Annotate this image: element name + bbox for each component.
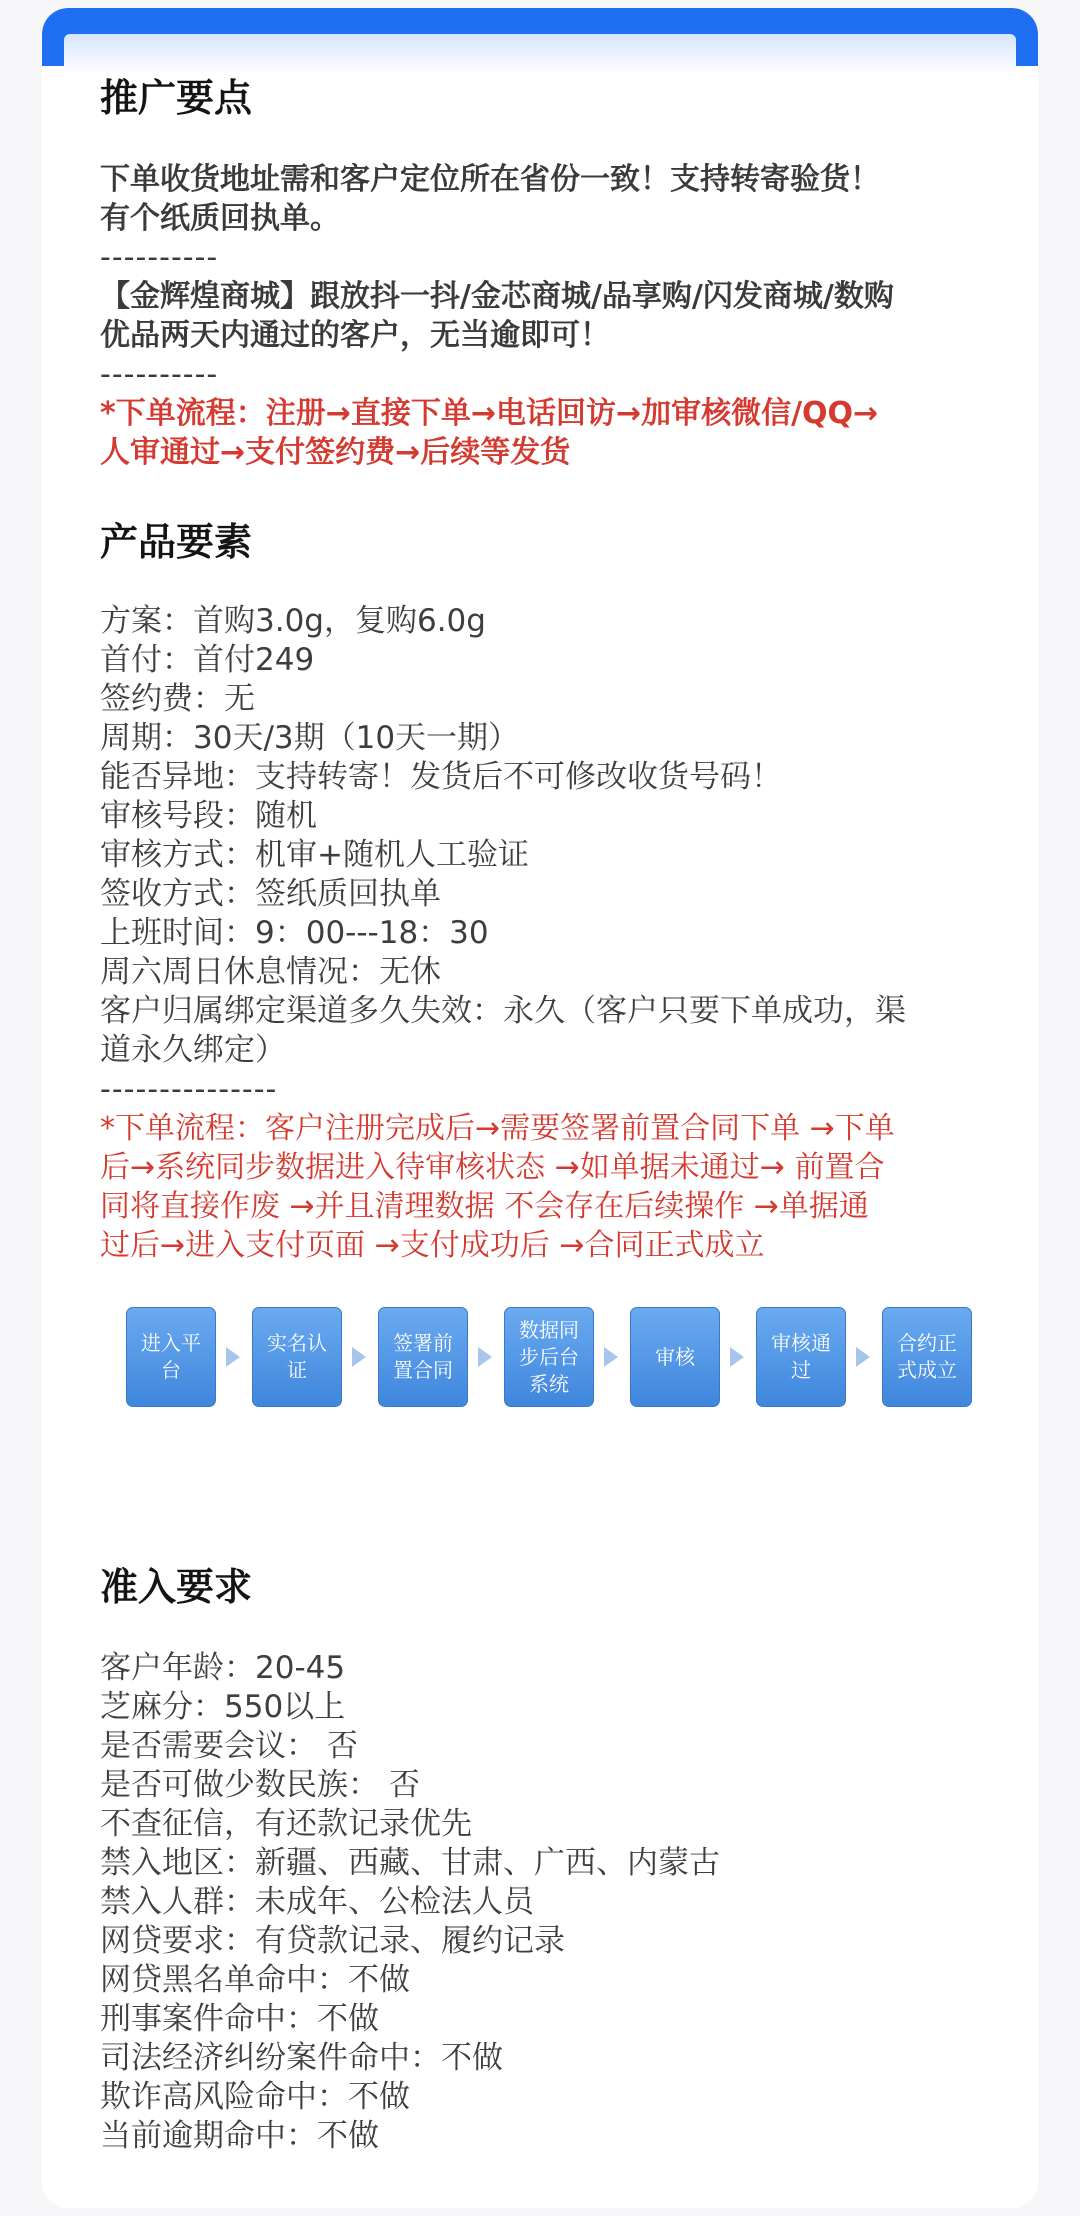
- order-flow-line: 人审通过→支付签约费→后续等发货: [100, 435, 571, 470]
- admission-item: 当前逾期命中：不做: [100, 2118, 379, 2154]
- product-item: 审核方式：机审+随机人工验证: [100, 837, 529, 873]
- product-item: 能否异地：支持转寄！发货后不可修改收货号码！: [100, 759, 782, 795]
- admission-item: 禁入地区：新疆、西藏、甘肃、广西、内蒙古: [100, 1845, 720, 1881]
- flow-step-box: 签署前置合同: [378, 1307, 468, 1407]
- admission-item-list: [100, 1649, 1025, 2156]
- admission-item: 是否可做少数民族： 否: [100, 1767, 420, 1803]
- card-content: [100, 64, 1025, 2156]
- flow-step-box: 合约正式成立: [882, 1307, 972, 1407]
- flow-step-box: 审核通过: [756, 1307, 846, 1407]
- product-item-list: [100, 602, 1025, 1070]
- process-flow-diagram: [126, 1307, 1025, 1425]
- admission-item: 客户年龄：20-45: [100, 1650, 346, 1686]
- product-flow-text: [100, 1109, 1025, 1265]
- order-flow-line: 后→系统同步数据进入待审核状态 →如单据未通过→ 前置合: [100, 1150, 885, 1185]
- flow-arrow-icon: [730, 1347, 744, 1367]
- flow-arrow-icon: [478, 1347, 492, 1367]
- section-title-admission: 准入要求: [100, 1565, 253, 1609]
- divider-dashes: ----------: [100, 357, 219, 392]
- admission-item: 是否需要会议： 否: [100, 1728, 358, 1764]
- flow-arrow-icon: [352, 1347, 366, 1367]
- product-item: 道永久绑定）: [100, 1032, 286, 1068]
- promo-line: 有个纸质回执单。: [100, 201, 340, 236]
- admission-item: 网贷要求：有贷款记录、履约记录: [100, 1923, 565, 1959]
- flow-step-box: 审核: [630, 1307, 720, 1407]
- flow-step-box: 数据同步后台系统: [504, 1307, 594, 1407]
- promo-line: 【金辉煌商城】跟放抖一抖/金芯商城/品享购/闪发商城/数购: [100, 279, 894, 314]
- order-flow-line: *下单流程：注册→直接下单→电话回访→加审核微信/QQ→: [100, 396, 879, 431]
- promo-line: 下单收货地址需和客户定位所在省份一致！支持转寄验货！: [100, 162, 880, 197]
- admission-item: 不查征信，有还款记录优先: [100, 1806, 472, 1842]
- product-item: 首付：首付249: [100, 642, 315, 678]
- product-item: 签收方式：签纸质回执单: [100, 876, 441, 912]
- product-item: 周六周日休息情况：无休: [100, 954, 441, 990]
- flow-step-box: 进入平台: [126, 1307, 216, 1407]
- flow-step-box: 实名认证: [252, 1307, 342, 1407]
- product-item: 上班时间：9：00---18：30: [100, 915, 489, 951]
- admission-item: 芝麻分：550以上: [100, 1689, 346, 1725]
- flow-arrow-icon: [856, 1347, 870, 1367]
- admission-item: 网贷黑名单命中：不做: [100, 1962, 410, 1998]
- flow-arrow-icon: [226, 1347, 240, 1367]
- product-item: 签约费：无: [100, 681, 255, 717]
- product-item: 客户归属绑定渠道多久失效：永久（客户只要下单成功，渠: [100, 993, 906, 1029]
- divider-dashes: ----------: [100, 240, 219, 275]
- product-item: 方案：首购3.0g，复购6.0g: [100, 603, 486, 639]
- promo-line: 优品两天内通过的客户，无当逾即可！: [100, 318, 610, 353]
- flow-arrow-icon: [604, 1347, 618, 1367]
- order-flow-line: *下单流程：客户注册完成后→需要签署前置合同下单 →下单: [100, 1111, 895, 1146]
- card-header-bar: [42, 8, 1038, 66]
- divider-dashes: ---------------: [100, 1072, 278, 1107]
- admission-item: 欺诈高风险命中：不做: [100, 2079, 410, 2115]
- product-item: 审核号段：随机: [100, 798, 317, 834]
- section-title-product: 产品要素: [100, 520, 253, 564]
- info-card: [42, 8, 1038, 2208]
- admission-item: 刑事案件命中：不做: [100, 2001, 379, 2037]
- product-item: 周期：30天/3期（10天一期）: [100, 720, 520, 756]
- order-flow-line: 同将直接作废 →并且清理数据 不会存在后续操作 →单据通: [100, 1189, 869, 1224]
- admission-item: 禁入人群：未成年、公检法人员: [100, 1884, 534, 1920]
- admission-item: 司法经济纠纷案件命中：不做: [100, 2040, 503, 2076]
- order-flow-line: 过后→进入支付页面 →支付成功后 →合同正式成立: [100, 1228, 765, 1263]
- section-title-promo: 推广要点: [100, 76, 253, 120]
